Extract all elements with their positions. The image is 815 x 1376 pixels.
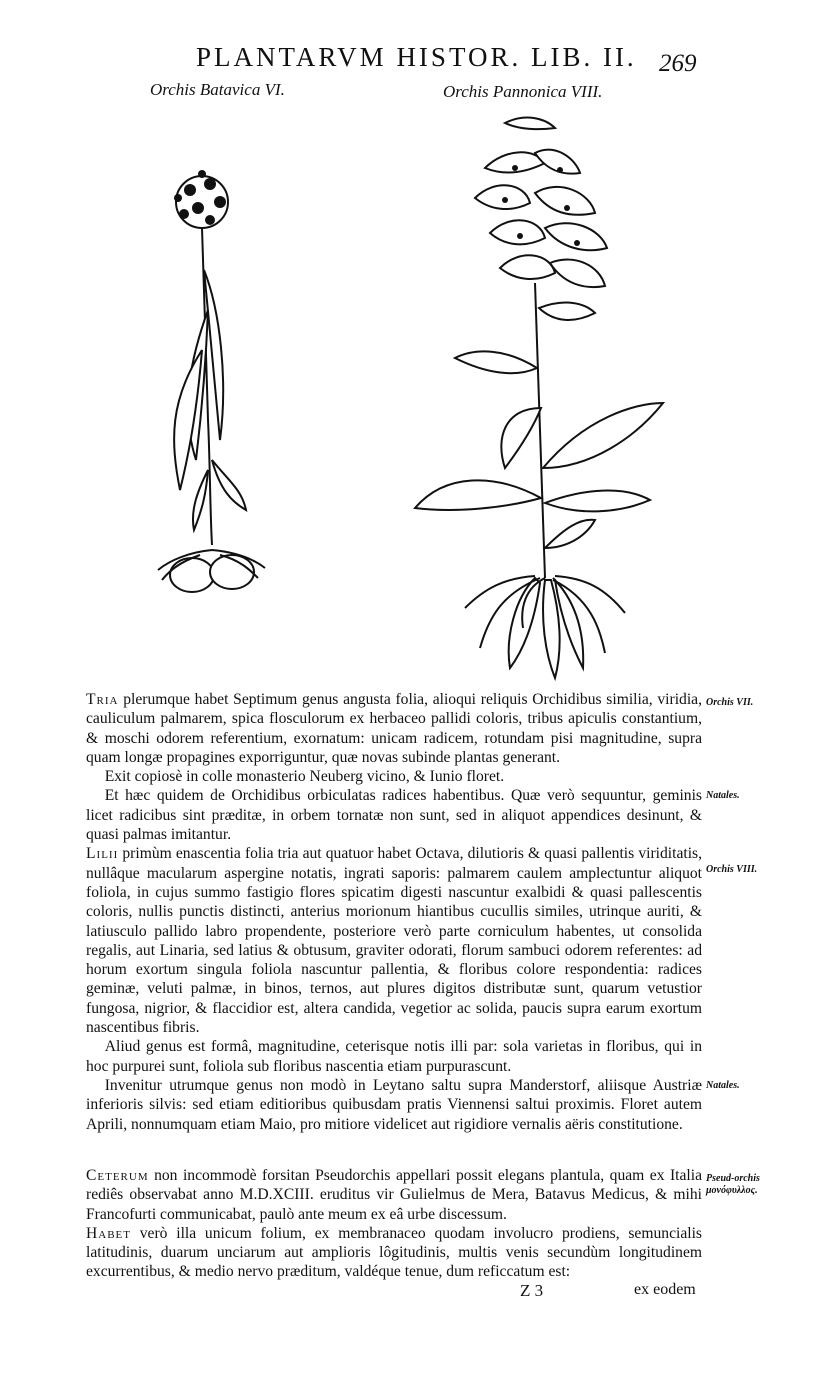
paragraph-initial: Lilii [86,845,119,863]
paragraph-text: Aliud genus est formâ, magnitudine, ceterisque notis illi par: sola varietas in floribus, qui in hoc purpurei sunt, foliola sub floribus nascentia etiam purpurascunt. [86,1038,702,1075]
marginal-note-natales: Natales. [706,790,740,801]
paragraph [86,767,702,786]
marginal-note-natales-2: Natales. [706,1080,740,1091]
marginal-note-pseudorchis: Pseud-orchis μονόφυλλος. [706,1173,760,1196]
marginal-note-orchis-viii: Orchis VIII. [706,864,758,875]
paragraph [86,1076,702,1134]
paragraph [86,1166,702,1224]
catchword: ex eodem [634,1281,696,1298]
paragraph-text: primùm enascentia folia tria aut quatuor habet Octava, dilutioris & quasi pallentis viriditatis, nullâque macularum aspergine notatis, ingrati saporis: palmarem caulem amplectuntur aliquot foliola, in cujus summo fastigio flores spicatim digesti nascuntur exalbidi & quasi pallescentis coloris, nullis punctis distincti, anterius morionum hiantibus cucullis similes, utrinque auriti, & latiusculo pallido labro propendente, posteriore verò parte corniculum habentes, ut consolida regalis, aut Linaria, sed latius & obtusum, graviter odorati, florum sambuci odorem referentes: ad horum exortum singula foliola nascuntur pallentia, & floribus colore respondentia: radices geminæ, veluti palmæ, in binos, ternos, aut plures digitos distributæ sunt, quarum vetustior fungosa, nigrior, & flaccidior est, altera candida, vegetior ac solida, paucis supra earum exortum nascentibus fibris. [86,845,702,1037]
palmate-roots [465,576,625,678]
paragraph-text: Et hæc quidem de Orchidibus orbiculatas radices habentibus. Quæ verò sequuntur, geminis licet radicibus sint præditæ, in orbem tornatæ non sunt, sed in aliquot appendices desinunt, & quasi palmas imitantur. [86,787,702,844]
paragraph-initial: Tria [86,691,119,708]
paragraph-text: non incommodè forsitan Pseudorchis appellari possit elegans plantula, quam ex Italia rediês observabat anno M.D.XCIII. eruditus vir Gulielmus de Mera, Batavus Medicus, & mihi Francofurti communicabat, paulò ante meum ex eâ urbe discessum. [86,1167,702,1223]
signature-mark: Z 3 [520,1281,544,1300]
paragraph-initial: Ceterum [86,1167,149,1184]
flower-spike [475,118,607,288]
main-text [86,690,702,1134]
marginal-note-orchis-vii: Orchis VII. [706,697,754,708]
running-title: PLANTARVM HISTOR. LIB. II. [196,42,637,72]
paragraph [86,844,702,1037]
orchis-pannonica-illustration [395,108,685,688]
paragraph [86,786,702,844]
paragraph-initial: Habet [86,1224,131,1242]
paragraph-text: plerumque habet Septimum genus angusta folia, alioqui reliquis Orchidibus similia, viridia, cauliculum palmarem, spica flosculorum ex herbaceo pallidi coloris, tribus apiculis constantium, & moschi odorem referentium, exornatum: unicam radicem, rotundam pisi magnitudine, supra quam longæ propagines exporriguntur, quæ novas subinde plantas generant. [86,691,702,766]
paragraph [86,1037,702,1076]
figure-caption-right: Orchis Pannonica VIII. [443,82,603,101]
paragraph [86,1224,702,1282]
flower-head [174,170,228,228]
figure-caption-left: Orchis Batavica VI. [150,80,285,99]
pseudorchis-text [86,1166,702,1282]
paragraph-text: verò illa unicum folium, ex membranaceo quodam involucro prodiens, semuncialis latitudinis, duarum unciarum aut amplioris lôgitudinis, multis venis secundùm longitudinem excurrentibus, & medio nervo præditum, valdéque tenue, dum reficcatum est: [86,1224,702,1281]
paragraph [86,690,702,767]
paragraph-text: Invenitur utrumque genus non modò in Leytano saltu supra Manderstorf, aliisque Austriæ inferioris silvis: sed etiam editioribus quibusdam pratis Viennensi saltui proximis. Floret autem Aprili, nonnumquam etiam Maio, pro mitiore videlicet aut rigidiore vernalis aëris constitutione. [86,1076,702,1133]
paragraph-text: Exit copiosè in colle monasterio Neuberg vicino, & Iunio floret. [104,768,505,786]
page-number: 269 [659,50,697,77]
orchis-batavica-illustration [150,160,270,600]
